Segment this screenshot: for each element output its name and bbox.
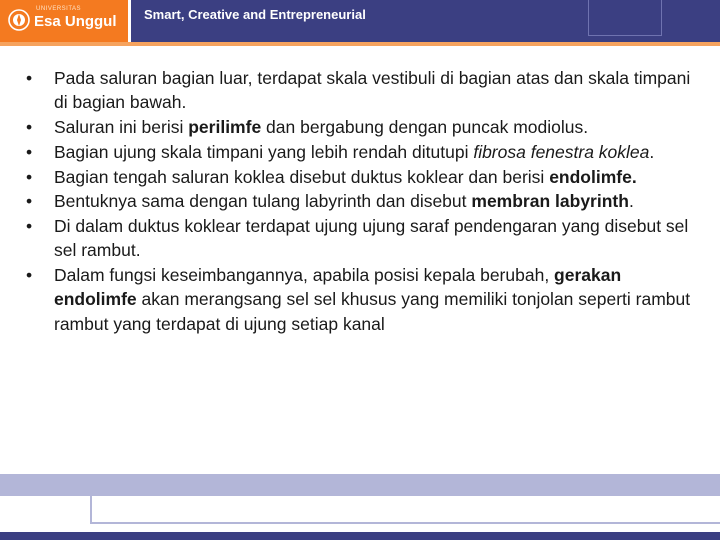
logo-name: Esa Unggul bbox=[34, 13, 117, 30]
list-item bbox=[26, 214, 702, 262]
list-item bbox=[26, 263, 702, 336]
bullet-marker: • bbox=[26, 117, 33, 137]
esa-unggul-emblem-icon bbox=[8, 9, 30, 31]
bullet-list bbox=[26, 66, 702, 336]
bold-term: gerakan endolimfe bbox=[54, 265, 622, 310]
bullet-marker: • bbox=[26, 216, 33, 237]
footer-band bbox=[0, 474, 720, 496]
slide-content bbox=[26, 66, 702, 336]
slide-header bbox=[0, 0, 720, 42]
bold-term: membran labyrinth bbox=[471, 191, 629, 212]
bullet-text: Di dalam duktus koklear terdapat ujung ujung saraf pendengaran yang disebut sel sel rambut. bbox=[54, 216, 689, 261]
list-item bbox=[26, 189, 702, 213]
bullet-marker: • bbox=[26, 191, 33, 212]
university-logo bbox=[0, 0, 128, 42]
bullet-text: Dalam fungsi keseimbangannya, apabila posisi kepala berubah, bbox=[54, 265, 555, 286]
bold-term: endolimfe. bbox=[549, 166, 637, 187]
bullet-text: dan bergabung dengan puncak modiolus. bbox=[261, 117, 589, 137]
bullet-text: Bagian ujung skala timpani yang lebih rendah ditutupi bbox=[54, 141, 474, 162]
header-divider bbox=[128, 0, 131, 42]
header-tab-decoration bbox=[588, 0, 662, 36]
bullet-text: Saluran ini berisi bbox=[54, 117, 189, 137]
logo-subtitle: UNIVERSITAS bbox=[36, 6, 82, 12]
bullet-text: . bbox=[628, 191, 634, 212]
bullet-marker: • bbox=[26, 68, 33, 88]
italic-term: fibrosa fenestra koklea bbox=[473, 141, 650, 162]
bold-term: perilimfe bbox=[188, 117, 262, 137]
bullet-text: akan merangsang sel sel khusus yang memiliki tonjolan seperti rambut rambut yang terdapat di ujung setiap kanal bbox=[54, 289, 691, 334]
tagline: Smart, Creative and Entrepreneurial bbox=[144, 7, 366, 22]
footer-frame bbox=[90, 496, 720, 524]
list-item bbox=[26, 115, 702, 139]
bullet-text: Bentuknya sama dengan tulang labyrinth dan disebut bbox=[54, 191, 472, 212]
bullet-marker: • bbox=[26, 166, 33, 187]
list-item bbox=[26, 165, 702, 189]
footer-bottom-bar bbox=[0, 532, 720, 540]
bullet-text: Pada saluran bagian luar, terdapat skala vestibuli di bagian atas dan skala timpani di bagian bawah. bbox=[54, 68, 691, 113]
bullet-text: Bagian tengah saluran koklea disebut duktus koklear dan berisi bbox=[54, 166, 550, 187]
bullet-marker: • bbox=[26, 265, 33, 286]
bullet-text: . bbox=[649, 141, 655, 162]
bullet-marker: • bbox=[26, 141, 33, 162]
list-item bbox=[26, 66, 702, 114]
list-item bbox=[26, 140, 702, 164]
header-stripe bbox=[0, 42, 720, 46]
